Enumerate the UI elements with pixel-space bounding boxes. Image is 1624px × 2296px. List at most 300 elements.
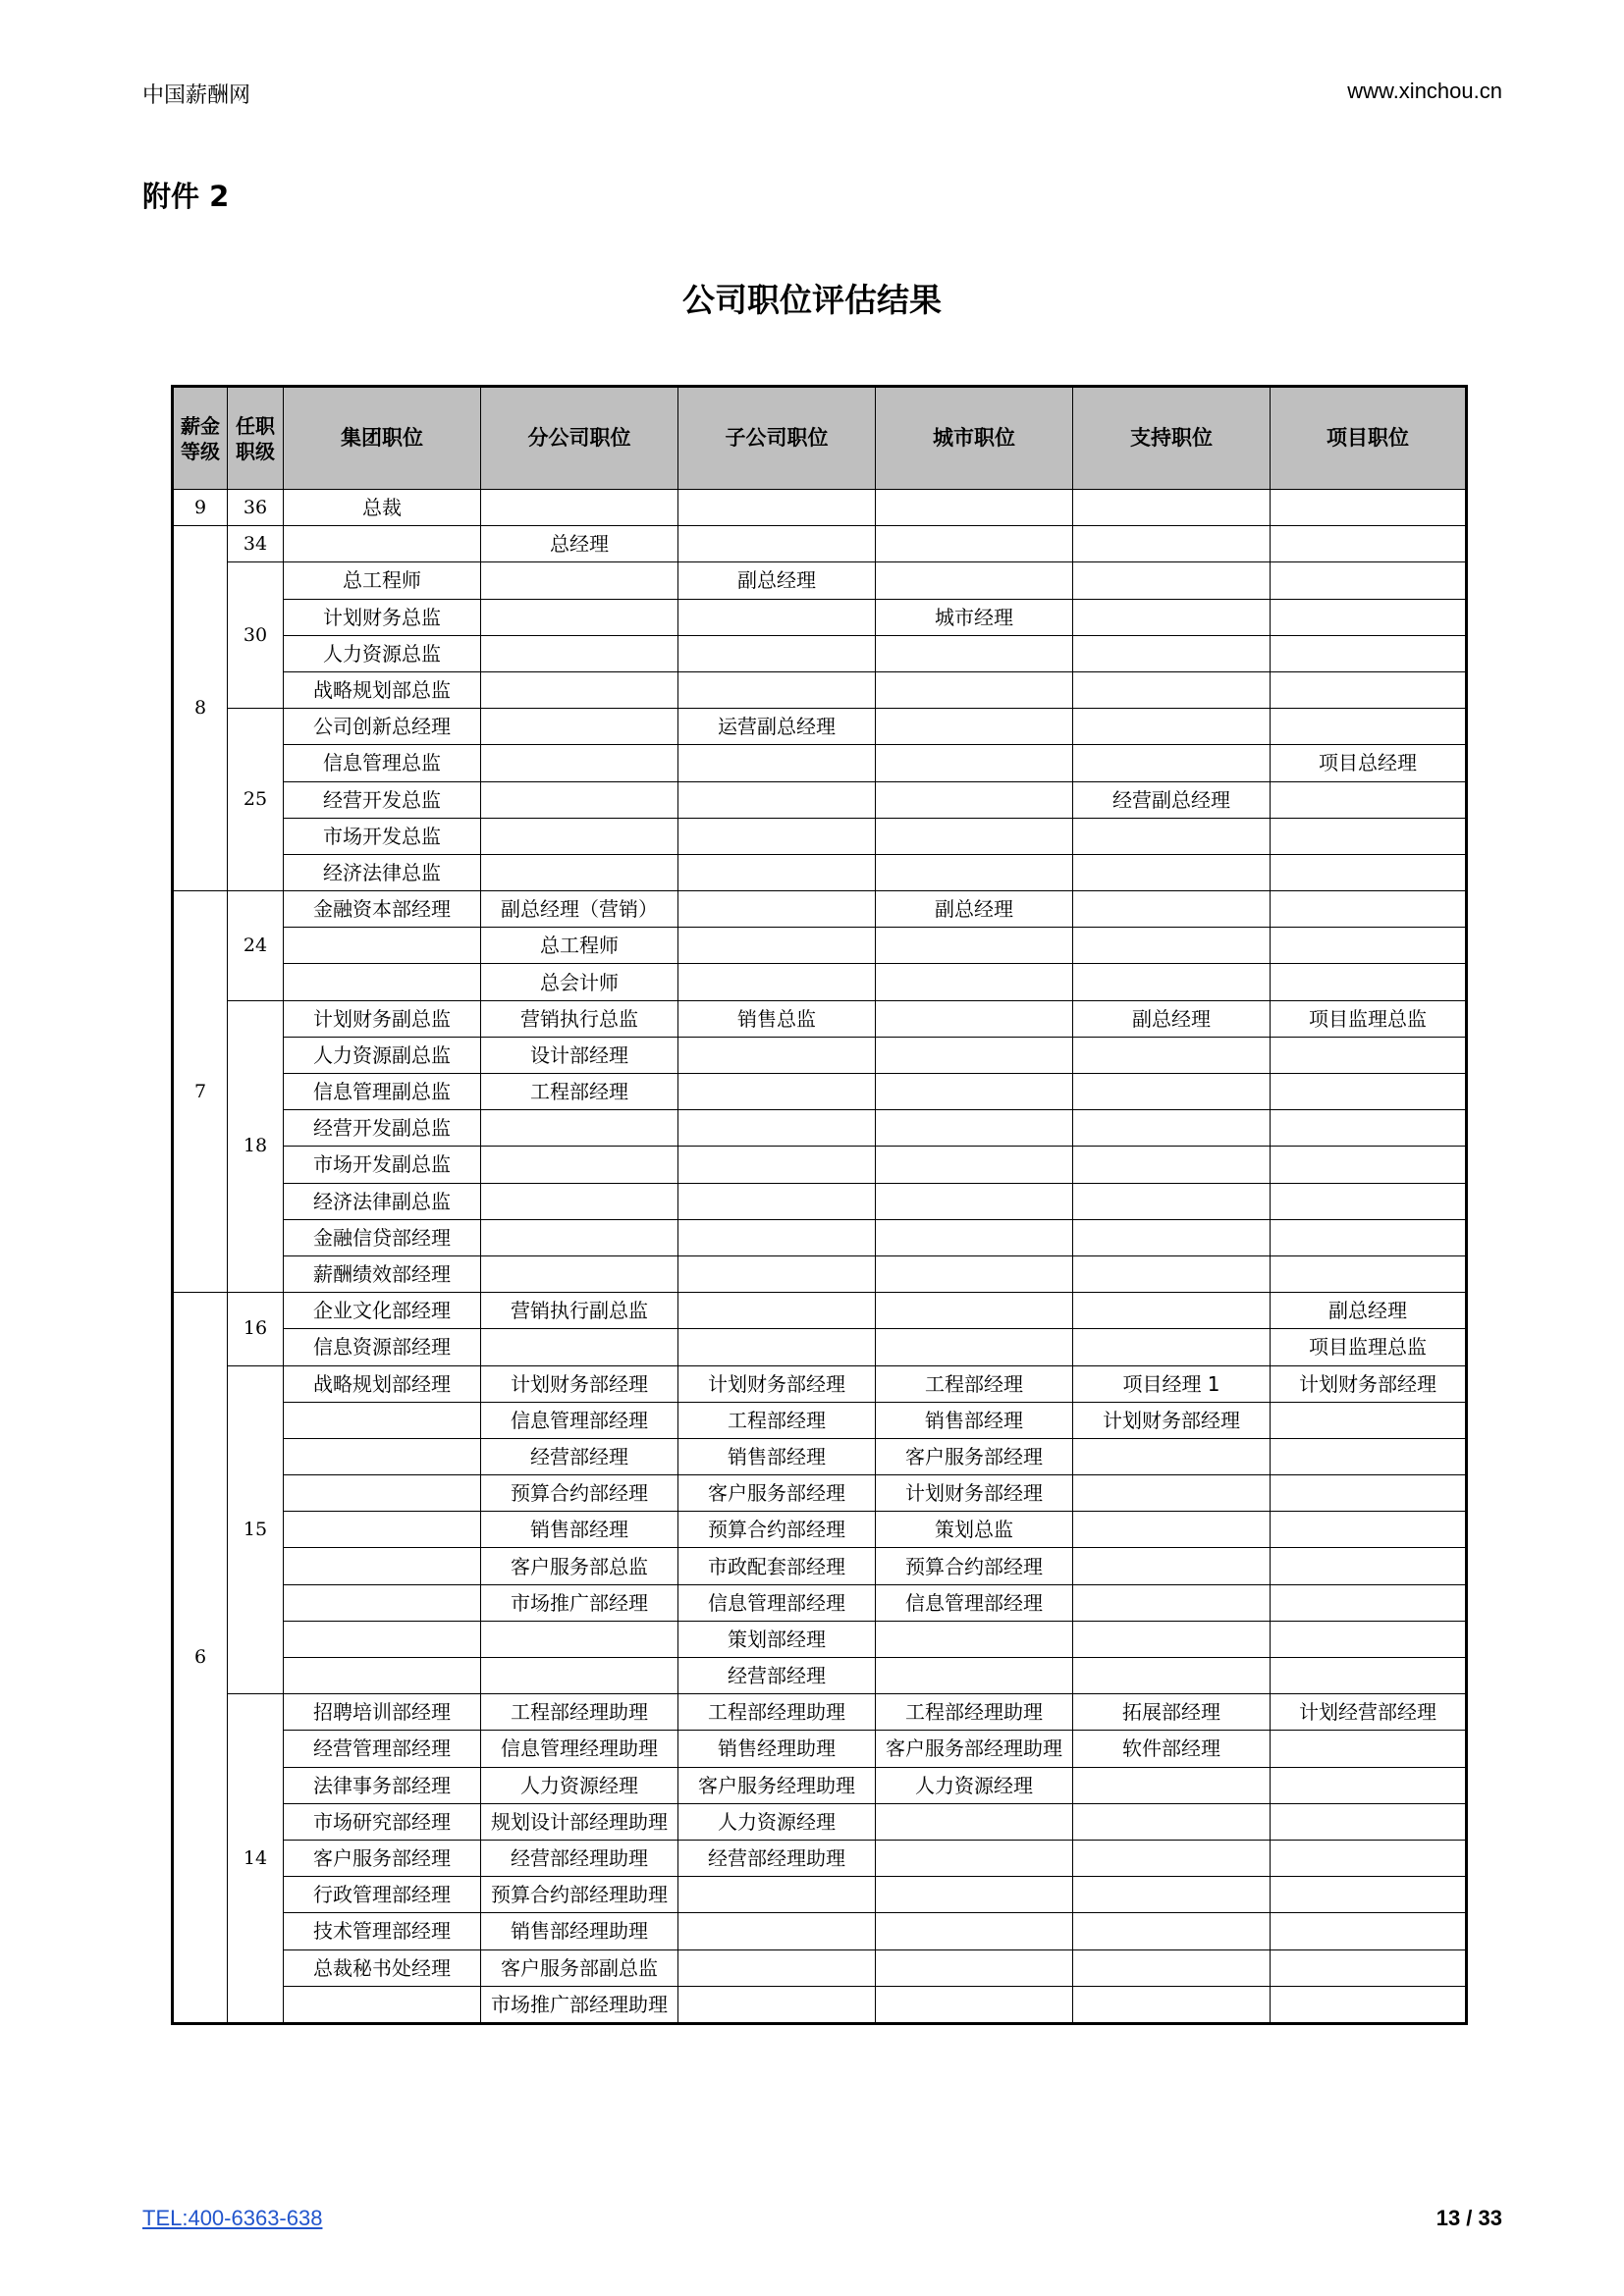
subsidiary-position-cell: [678, 490, 876, 526]
city-position-cell: [876, 1949, 1073, 1986]
project-position-cell: [1271, 964, 1467, 1000]
footer-page-number: 13 / 33: [1435, 2206, 1502, 2230]
city-position-cell: [876, 635, 1073, 671]
group-position-cell: 客户服务部经理: [284, 1840, 481, 1876]
city-position-cell: [876, 1219, 1073, 1255]
branch-position-cell: 营销执行副总监: [481, 1293, 678, 1329]
city-position-cell: [876, 562, 1073, 599]
city-position-cell: [876, 964, 1073, 1000]
city-position-cell: 副总经理: [876, 891, 1073, 928]
project-position-cell: [1271, 1183, 1467, 1219]
subsidiary-position-cell: 策划部经理: [678, 1621, 876, 1657]
subsidiary-position-cell: 运营副总经理: [678, 709, 876, 745]
support-position-cell: [1073, 1840, 1271, 1876]
support-position-cell: [1073, 671, 1271, 708]
table-row: [173, 1986, 1467, 2023]
project-position-cell: [1271, 1438, 1467, 1474]
project-position-cell: [1271, 1037, 1467, 1073]
branch-position-cell: 规划设计部经理助理: [481, 1803, 678, 1840]
branch-position-cell: [481, 1329, 678, 1365]
support-position-cell: 软件部经理: [1073, 1731, 1271, 1767]
subsidiary-position-cell: [678, 891, 876, 928]
attachment-label: 附件 2: [142, 180, 230, 213]
subsidiary-position-cell: 经营部经理助理: [678, 1840, 876, 1876]
project-position-cell: [1271, 891, 1467, 928]
table-row: [173, 526, 1467, 562]
support-position-cell: [1073, 818, 1271, 854]
branch-position-cell: 信息管理部经理: [481, 1402, 678, 1438]
group-position-cell: 公司创新总经理: [284, 709, 481, 745]
branch-position-cell: [481, 599, 678, 635]
project-position-cell: [1271, 1219, 1467, 1255]
table-row: [173, 1877, 1467, 1913]
job-level-cell: 36: [228, 490, 284, 526]
branch-position-cell: 市场推广部经理助理: [481, 1986, 678, 2023]
table-row: [173, 1255, 1467, 1292]
support-position-cell: [1073, 1913, 1271, 1949]
city-position-cell: [876, 1110, 1073, 1147]
branch-position-cell: [481, 1621, 678, 1657]
project-position-cell: [1271, 1949, 1467, 1986]
city-position-cell: [876, 1329, 1073, 1365]
job-level-cell: 15: [228, 1365, 284, 1694]
city-position-cell: [876, 1803, 1073, 1840]
city-position-cell: 城市经理: [876, 599, 1073, 635]
branch-position-cell: 总经理: [481, 526, 678, 562]
branch-position-cell: [481, 709, 678, 745]
subsidiary-position-cell: 客户服务经理助理: [678, 1767, 876, 1803]
group-position-cell: 计划财务总监: [284, 599, 481, 635]
table-row: [173, 745, 1467, 781]
group-position-cell: [284, 1548, 481, 1584]
table-row: [173, 1512, 1467, 1548]
project-position-cell: [1271, 1803, 1467, 1840]
project-position-cell: [1271, 490, 1467, 526]
city-position-cell: 客户服务部经理: [876, 1438, 1073, 1474]
support-position-cell: [1073, 1658, 1271, 1694]
branch-position-cell: 预算合约部经理助理: [481, 1877, 678, 1913]
project-position-cell: [1271, 1877, 1467, 1913]
subsidiary-position-cell: [678, 1986, 876, 2023]
branch-position-cell: 计划财务部经理: [481, 1365, 678, 1402]
subsidiary-position-cell: [678, 1329, 876, 1365]
table-row: [173, 1365, 1467, 1402]
table-row: [173, 1293, 1467, 1329]
subsidiary-position-cell: 市政配套部经理: [678, 1548, 876, 1584]
support-position-cell: [1073, 635, 1271, 671]
city-position-cell: [876, 1074, 1073, 1110]
group-position-cell: 计划财务副总监: [284, 1000, 481, 1037]
project-position-cell: [1271, 781, 1467, 818]
table-row: [173, 1037, 1467, 1073]
subsidiary-position-cell: 销售经理助理: [678, 1731, 876, 1767]
city-position-cell: [876, 1293, 1073, 1329]
group-position-cell: 经济法律副总监: [284, 1183, 481, 1219]
city-position-cell: [876, 745, 1073, 781]
project-position-cell: [1271, 1110, 1467, 1147]
support-position-cell: [1073, 1293, 1271, 1329]
project-position-cell: [1271, 1255, 1467, 1292]
city-position-cell: [876, 1000, 1073, 1037]
support-position-cell: 副总经理: [1073, 1000, 1271, 1037]
city-position-cell: 工程部经理: [876, 1365, 1073, 1402]
group-position-cell: 信息管理副总监: [284, 1074, 481, 1110]
support-position-cell: [1073, 928, 1271, 964]
branch-position-cell: [481, 854, 678, 890]
branch-position-cell: [481, 562, 678, 599]
support-position-cell: 拓展部经理: [1073, 1694, 1271, 1731]
header-salary-grade: 薪金等级: [173, 387, 228, 490]
subsidiary-position-cell: 客户服务部经理: [678, 1475, 876, 1512]
group-position-cell: 技术管理部经理: [284, 1913, 481, 1949]
branch-position-cell: 人力资源经理: [481, 1767, 678, 1803]
project-position-cell: [1271, 599, 1467, 635]
table-row: [173, 490, 1467, 526]
group-position-cell: 经济法律总监: [284, 854, 481, 890]
branch-position-cell: [481, 745, 678, 781]
subsidiary-position-cell: 工程部经理助理: [678, 1694, 876, 1731]
city-position-cell: [876, 1037, 1073, 1073]
city-position-cell: 人力资源经理: [876, 1767, 1073, 1803]
table-row: [173, 1803, 1467, 1840]
branch-position-cell: 销售部经理助理: [481, 1913, 678, 1949]
branch-position-cell: 市场推广部经理: [481, 1584, 678, 1621]
subsidiary-position-cell: 副总经理: [678, 562, 876, 599]
table-row: [173, 709, 1467, 745]
position-evaluation-table: [171, 385, 1468, 2025]
table-row: [173, 928, 1467, 964]
site-name: 中国薪酬网: [142, 83, 251, 108]
project-position-cell: [1271, 1913, 1467, 1949]
group-position-cell: [284, 928, 481, 964]
branch-position-cell: 副总经理（营销）: [481, 891, 678, 928]
table-row: [173, 818, 1467, 854]
job-level-cell: 34: [228, 526, 284, 562]
group-position-cell: 人力资源总监: [284, 635, 481, 671]
subsidiary-position-cell: 经营部经理: [678, 1658, 876, 1694]
header-subsidiary-position: 子公司职位: [678, 387, 876, 490]
branch-position-cell: 客户服务部副总监: [481, 1949, 678, 1986]
table-row: [173, 1329, 1467, 1365]
group-position-cell: 金融资本部经理: [284, 891, 481, 928]
city-position-cell: [876, 1621, 1073, 1657]
support-position-cell: [1073, 599, 1271, 635]
subsidiary-position-cell: [678, 1877, 876, 1913]
project-position-cell: 计划经营部经理: [1271, 1694, 1467, 1731]
group-position-cell: 金融信贷部经理: [284, 1219, 481, 1255]
city-position-cell: [876, 781, 1073, 818]
city-position-cell: [876, 854, 1073, 890]
branch-position-cell: 总工程师: [481, 928, 678, 964]
group-position-cell: 人力资源副总监: [284, 1037, 481, 1073]
subsidiary-position-cell: [678, 745, 876, 781]
table-row: [173, 1183, 1467, 1219]
support-position-cell: 经营副总经理: [1073, 781, 1271, 818]
subsidiary-position-cell: [678, 928, 876, 964]
city-position-cell: 策划总监: [876, 1512, 1073, 1548]
subsidiary-position-cell: [678, 1037, 876, 1073]
branch-position-cell: [481, 1219, 678, 1255]
subsidiary-position-cell: 信息管理部经理: [678, 1584, 876, 1621]
subsidiary-position-cell: [678, 854, 876, 890]
city-position-cell: [876, 1658, 1073, 1694]
city-position-cell: [876, 928, 1073, 964]
subsidiary-position-cell: 销售总监: [678, 1000, 876, 1037]
subsidiary-position-cell: 预算合约部经理: [678, 1512, 876, 1548]
support-position-cell: [1073, 1584, 1271, 1621]
subsidiary-position-cell: [678, 1219, 876, 1255]
support-position-cell: [1073, 854, 1271, 890]
group-position-cell: [284, 1475, 481, 1512]
group-position-cell: 总裁秘书处经理: [284, 1949, 481, 1986]
page-title: 公司职位评估结果: [682, 281, 942, 319]
group-position-cell: 市场开发总监: [284, 818, 481, 854]
support-position-cell: [1073, 1986, 1271, 2023]
city-position-cell: 计划财务部经理: [876, 1475, 1073, 1512]
city-position-cell: 销售部经理: [876, 1402, 1073, 1438]
table-row: [173, 1694, 1467, 1731]
support-position-cell: [1073, 1329, 1271, 1365]
header-city-position: 城市职位: [876, 387, 1073, 490]
group-position-cell: [284, 1512, 481, 1548]
group-position-cell: [284, 1986, 481, 2023]
subsidiary-position-cell: [678, 635, 876, 671]
project-position-cell: 计划财务部经理: [1271, 1365, 1467, 1402]
project-position-cell: [1271, 1621, 1467, 1657]
header-branch-position: 分公司职位: [481, 387, 678, 490]
city-position-cell: [876, 1986, 1073, 2023]
branch-position-cell: [481, 1183, 678, 1219]
support-position-cell: [1073, 1512, 1271, 1548]
group-position-cell: 经营开发总监: [284, 781, 481, 818]
subsidiary-position-cell: [678, 964, 876, 1000]
group-position-cell: 总工程师: [284, 562, 481, 599]
support-position-cell: 计划财务部经理: [1073, 1402, 1271, 1438]
support-position-cell: [1073, 526, 1271, 562]
salary-grade-cell: 8: [173, 526, 228, 891]
support-position-cell: [1073, 1110, 1271, 1147]
city-position-cell: 客户服务部经理助理: [876, 1731, 1073, 1767]
support-position-cell: [1073, 1147, 1271, 1183]
table-row: [173, 781, 1467, 818]
salary-grade-cell: 9: [173, 490, 228, 526]
support-position-cell: [1073, 1219, 1271, 1255]
subsidiary-position-cell: [678, 1183, 876, 1219]
branch-position-cell: [481, 1110, 678, 1147]
branch-position-cell: [481, 490, 678, 526]
subsidiary-position-cell: 工程部经理: [678, 1402, 876, 1438]
project-position-cell: 项目监理总监: [1271, 1329, 1467, 1365]
footer-tel[interactable]: TEL:400-6363-638: [142, 2206, 323, 2230]
branch-position-cell: 设计部经理: [481, 1037, 678, 1073]
group-position-cell: 行政管理部经理: [284, 1877, 481, 1913]
support-position-cell: [1073, 1548, 1271, 1584]
table-row: [173, 1548, 1467, 1584]
support-position-cell: [1073, 1255, 1271, 1292]
table-row: [173, 1402, 1467, 1438]
table-row: [173, 599, 1467, 635]
project-position-cell: [1271, 1767, 1467, 1803]
branch-position-cell: 总会计师: [481, 964, 678, 1000]
project-position-cell: [1271, 709, 1467, 745]
subsidiary-position-cell: 计划财务部经理: [678, 1365, 876, 1402]
group-position-cell: 招聘培训部经理: [284, 1694, 481, 1731]
branch-position-cell: [481, 1147, 678, 1183]
branch-position-cell: [481, 781, 678, 818]
project-position-cell: 副总经理: [1271, 1293, 1467, 1329]
support-position-cell: [1073, 1037, 1271, 1073]
project-position-cell: [1271, 526, 1467, 562]
project-position-cell: [1271, 854, 1467, 890]
table-row: [173, 1147, 1467, 1183]
group-position-cell: 信息资源部经理: [284, 1329, 481, 1365]
project-position-cell: [1271, 671, 1467, 708]
support-position-cell: [1073, 1621, 1271, 1657]
salary-grade-cell: 6: [173, 1293, 228, 2024]
job-level-cell: 18: [228, 1000, 284, 1293]
job-level-cell: 16: [228, 1293, 284, 1365]
support-position-cell: [1073, 964, 1271, 1000]
group-position-cell: 企业文化部经理: [284, 1293, 481, 1329]
subsidiary-position-cell: [678, 818, 876, 854]
group-position-cell: 战略规划部经理: [284, 1365, 481, 1402]
branch-position-cell: 经营部经理: [481, 1438, 678, 1474]
table-row: [173, 964, 1467, 1000]
project-position-cell: [1271, 1986, 1467, 2023]
group-position-cell: 法律事务部经理: [284, 1767, 481, 1803]
support-position-cell: [1073, 1475, 1271, 1512]
table-row: [173, 1110, 1467, 1147]
group-position-cell: 经营管理部经理: [284, 1731, 481, 1767]
project-position-cell: [1271, 1512, 1467, 1548]
branch-position-cell: 营销执行总监: [481, 1000, 678, 1037]
table-row: [173, 671, 1467, 708]
group-position-cell: [284, 1658, 481, 1694]
project-position-cell: [1271, 928, 1467, 964]
site-url[interactable]: www.xinchou.cn: [1347, 79, 1502, 103]
table-row: [173, 1767, 1467, 1803]
project-position-cell: [1271, 635, 1467, 671]
branch-position-cell: 工程部经理: [481, 1074, 678, 1110]
group-position-cell: [284, 1621, 481, 1657]
support-position-cell: [1073, 1074, 1271, 1110]
table-row: [173, 1840, 1467, 1876]
group-position-cell: 市场开发副总监: [284, 1147, 481, 1183]
city-position-cell: [876, 490, 1073, 526]
city-position-cell: [876, 1840, 1073, 1876]
branch-position-cell: [481, 671, 678, 708]
job-level-cell: 25: [228, 709, 284, 891]
salary-grade-cell: 7: [173, 891, 228, 1293]
group-position-cell: 市场研究部经理: [284, 1803, 481, 1840]
city-position-cell: [876, 1147, 1073, 1183]
job-level-cell: 14: [228, 1694, 284, 2024]
branch-position-cell: [481, 818, 678, 854]
table-row: [173, 1219, 1467, 1255]
project-position-cell: [1271, 562, 1467, 599]
project-position-cell: 项目监理总监: [1271, 1000, 1467, 1037]
header-project-position: 项目职位: [1271, 387, 1467, 490]
project-position-cell: [1271, 1074, 1467, 1110]
support-position-cell: [1073, 1183, 1271, 1219]
subsidiary-position-cell: [678, 781, 876, 818]
subsidiary-position-cell: [678, 526, 876, 562]
branch-position-cell: 工程部经理助理: [481, 1694, 678, 1731]
city-position-cell: [876, 1183, 1073, 1219]
group-position-cell: [284, 964, 481, 1000]
branch-position-cell: [481, 635, 678, 671]
subsidiary-position-cell: [678, 1074, 876, 1110]
project-position-cell: [1271, 1584, 1467, 1621]
table-row: [173, 891, 1467, 928]
subsidiary-position-cell: [678, 1913, 876, 1949]
support-position-cell: [1073, 1877, 1271, 1913]
support-position-cell: [1073, 1438, 1271, 1474]
table-row: [173, 562, 1467, 599]
support-position-cell: [1073, 490, 1271, 526]
subsidiary-position-cell: [678, 1293, 876, 1329]
project-position-cell: [1271, 1147, 1467, 1183]
branch-position-cell: 预算合约部经理: [481, 1475, 678, 1512]
project-position-cell: [1271, 1402, 1467, 1438]
support-position-cell: [1073, 891, 1271, 928]
project-position-cell: [1271, 1475, 1467, 1512]
table-row: [173, 1913, 1467, 1949]
subsidiary-position-cell: 人力资源经理: [678, 1803, 876, 1840]
city-position-cell: [876, 1255, 1073, 1292]
header-group-position: 集团职位: [284, 387, 481, 490]
table-row: [173, 1584, 1467, 1621]
support-position-cell: [1073, 745, 1271, 781]
support-position-cell: [1073, 562, 1271, 599]
branch-position-cell: 信息管理经理助理: [481, 1731, 678, 1767]
city-position-cell: [876, 671, 1073, 708]
city-position-cell: [876, 709, 1073, 745]
branch-position-cell: [481, 1658, 678, 1694]
branch-position-cell: [481, 1255, 678, 1292]
table-row: [173, 1438, 1467, 1474]
table-row: [173, 1000, 1467, 1037]
project-position-cell: [1271, 818, 1467, 854]
support-position-cell: [1073, 709, 1271, 745]
group-position-cell: 信息管理总监: [284, 745, 481, 781]
table-row: [173, 1621, 1467, 1657]
group-position-cell: [284, 1584, 481, 1621]
group-position-cell: 战略规划部总监: [284, 671, 481, 708]
group-position-cell: 总裁: [284, 490, 481, 526]
job-level-cell: 24: [228, 891, 284, 1001]
subsidiary-position-cell: [678, 1110, 876, 1147]
city-position-cell: [876, 1913, 1073, 1949]
city-position-cell: [876, 818, 1073, 854]
support-position-cell: 项目经理 1: [1073, 1365, 1271, 1402]
table-row: [173, 1731, 1467, 1767]
subsidiary-position-cell: 销售部经理: [678, 1438, 876, 1474]
city-position-cell: [876, 526, 1073, 562]
city-position-cell: 预算合约部经理: [876, 1548, 1073, 1584]
table-row: [173, 1074, 1467, 1110]
branch-position-cell: 销售部经理: [481, 1512, 678, 1548]
group-position-cell: [284, 526, 481, 562]
branch-position-cell: 客户服务部总监: [481, 1548, 678, 1584]
project-position-cell: 项目总经理: [1271, 745, 1467, 781]
table-header-row: [173, 387, 1467, 490]
project-position-cell: [1271, 1840, 1467, 1876]
subsidiary-position-cell: [678, 599, 876, 635]
subsidiary-position-cell: [678, 1255, 876, 1292]
table-row: [173, 1475, 1467, 1512]
support-position-cell: [1073, 1803, 1271, 1840]
